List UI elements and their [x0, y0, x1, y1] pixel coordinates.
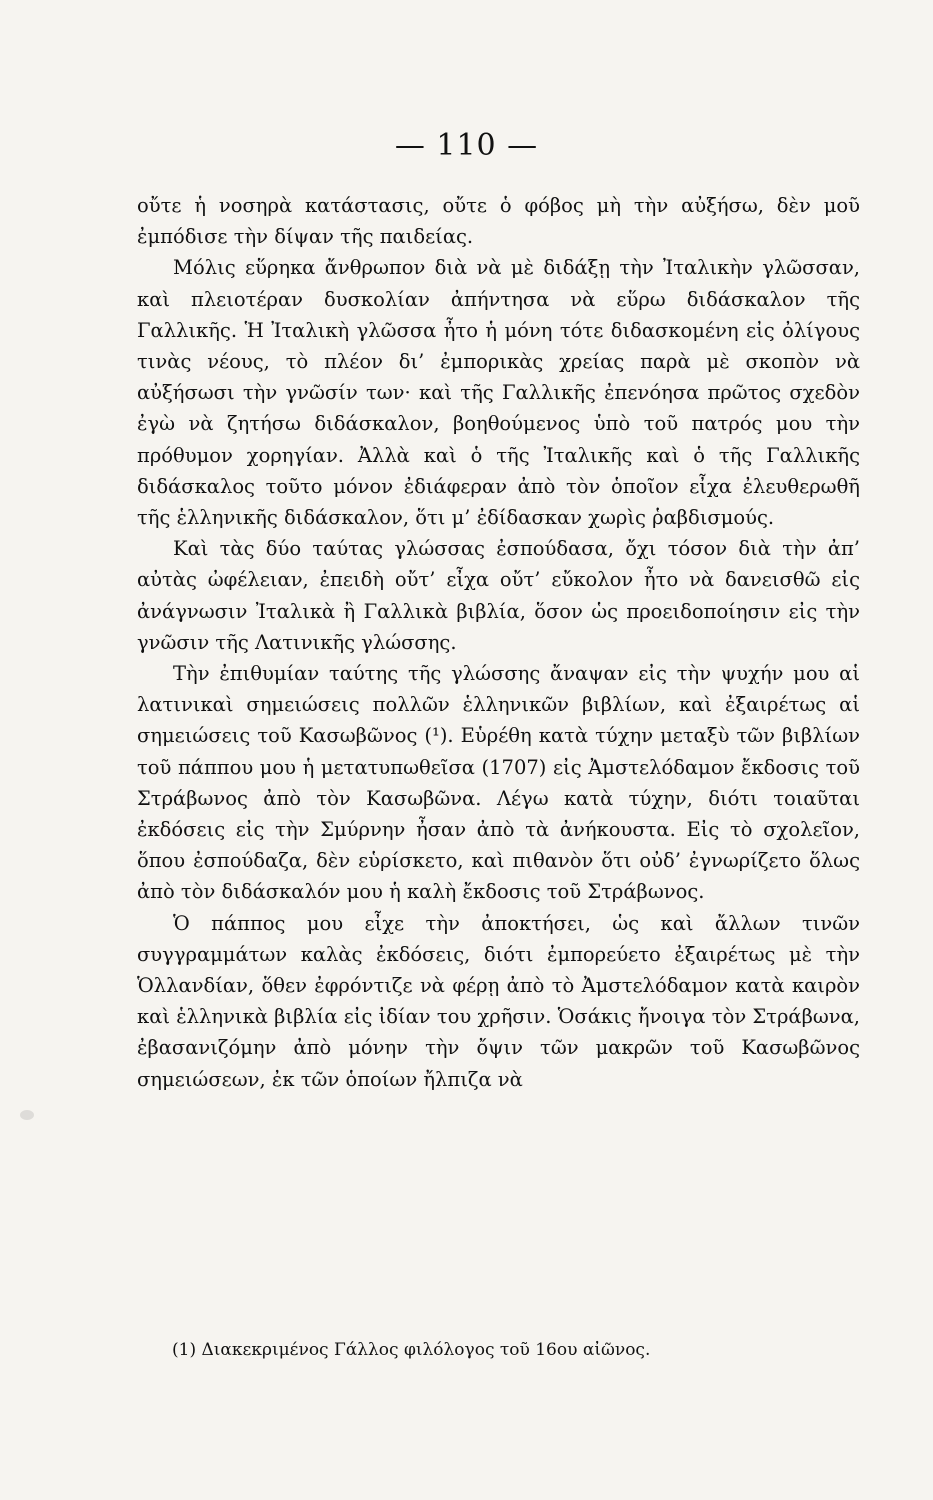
body-text: [137, 190, 860, 1095]
paragraph: Καὶ τὰς δύο ταύτας γλώσσας ἐσπούδασα, ὄχι τόσον διὰ τὴν ἀπ’ αὐτὰς ὠφέλειαν, ἐπειδὴ οὔτ’ εἶχα οὔτ’ εὔκολον ἦτο νὰ δανεισθῶ εἰς ἀνάγνωσιν Ἰταλικὰ ἢ Γαλλικὰ βιβλία, ὅσον ὡς προειδοποίησιν εἰς τὴν γνῶσιν τῆς Λατινικῆς γλώσσης.: [137, 537, 860, 654]
paragraph: Μόλις εὕρηκα ἄνθρωπον διὰ νὰ μὲ διδάξῃ τὴν Ἰταλικὴν γλῶσσαν, καὶ πλειοτέραν δυσκολίαν ἀπήντησα νὰ εὕρω διδάσκαλον τῆς Γαλλικῆς. Ἡ Ἰταλικὴ γλῶσσα ἦτο ἡ μόνη τότε διδασκομένη εἰς ὀλίγους τινὰς νέους, τὸ πλέον δι’ ἐμπορικὰς χρείας παρὰ μὲ σκοπὸν νὰ αὐξήσωσι τὴν γνῶσίν των· καὶ τῆς Γαλλικῆς ἐπενόησα πρῶτος σχεδὸν ἐγὼ νὰ ζητήσω διδάσκαλον, βοηθούμενος ὑπὸ τοῦ πατρός μου τὴν πρόθυμον χορηγίαν. Ἀλλὰ καὶ ὁ τῆς Ἰταλικῆς καὶ ὁ τῆς Γαλλικῆς διδάσκαλος τοῦτο μόνον ἐδιάφεραν ἀπὸ τὸν ὁποῖον εἶχα ἐλευθερωθῆ τῆς ἑλληνικῆς διδάσκαλον, ὅτι μ’ ἐδίδασκαν χωρὶς ῥαβδισμούς.: [137, 256, 860, 530]
page-number: — 110 —: [394, 128, 539, 163]
paragraph: οὔτε ἡ νοσηρὰ κατάστασις, οὔτε ὁ φόβος μὴ τὴν αὐξήσω, δὲν μοῦ ἐμπόδισε τὴν δίψαν τῆς παιδείας.: [137, 194, 860, 249]
paragraph: Τὴν ἐπιθυμίαν ταύτης τῆς γλώσσης ἄναψαν εἰς τὴν ψυχήν μου αἱ λατινικαὶ σημειώσεις πολλῶν ἑλληνικῶν βιβλίων, καὶ ἐξαιρέτως αἱ σημειώσεις τοῦ Κασωβῶνος (¹). Εὑρέθη κατὰ τύχην μεταξὺ τῶν βιβλίων τοῦ πάππου μου ἡ μετατυπωθεῖσα (1707) εἰς Ἀμστελόδαμον ἔκδοσις τοῦ Στράβωνος ἀπὸ τὸν Κασωβῶνα. Λέγω κατὰ τύχην, διότι τοιαῦται ἐκδόσεις εἰς τὴν Σμύρνην ἦσαν ἀπὸ τὰ ἀνήκουστα. Εἰς τὸ σχολεῖον, ὅπου ἐσπούδαζα, δὲν εὑρίσκετο, καὶ πιθανὸν ὅτι οὐδ’ ἐγνωρίζετο ὅλως ἀπὸ τὸν διδάσκαλόν μου ἡ καλὴ ἔκδοσις τοῦ Στράβωνος.: [137, 662, 860, 904]
footnote: (1) Διακεκριμένος Γάλλος φιλόλογος τοῦ 16ου αἰῶνος.: [172, 1340, 651, 1360]
paragraph: Ὁ πάππος μου εἶχε τὴν ἀποκτήσει, ὡς καὶ ἄλλων τινῶν συγγραμμάτων καλὰς ἐκδόσεις, διότι ἐμπορεύετο ἐξαιρέτως μὲ τὴν Ὁλλανδίαν, ὅθεν ἐφρόντιζε νὰ φέρῃ ἀπὸ τὸ Ἀμστελόδαμον κατὰ καιρὸν καὶ ἑλληνικὰ βιβλία εἰς ἰδίαν του χρῆσιν. Ὁσάκις ἤνοιγα τὸν Στράβωνα, ἐβασανιζόμην ἀπὸ μόνην τὴν ὄψιν τῶν μακρῶν τοῦ Κασωβῶνος σημειώσεων, ἐκ τῶν ὁποίων ἤλπιζα νὰ: [137, 911, 860, 1091]
paper-smudge: [20, 1110, 34, 1120]
